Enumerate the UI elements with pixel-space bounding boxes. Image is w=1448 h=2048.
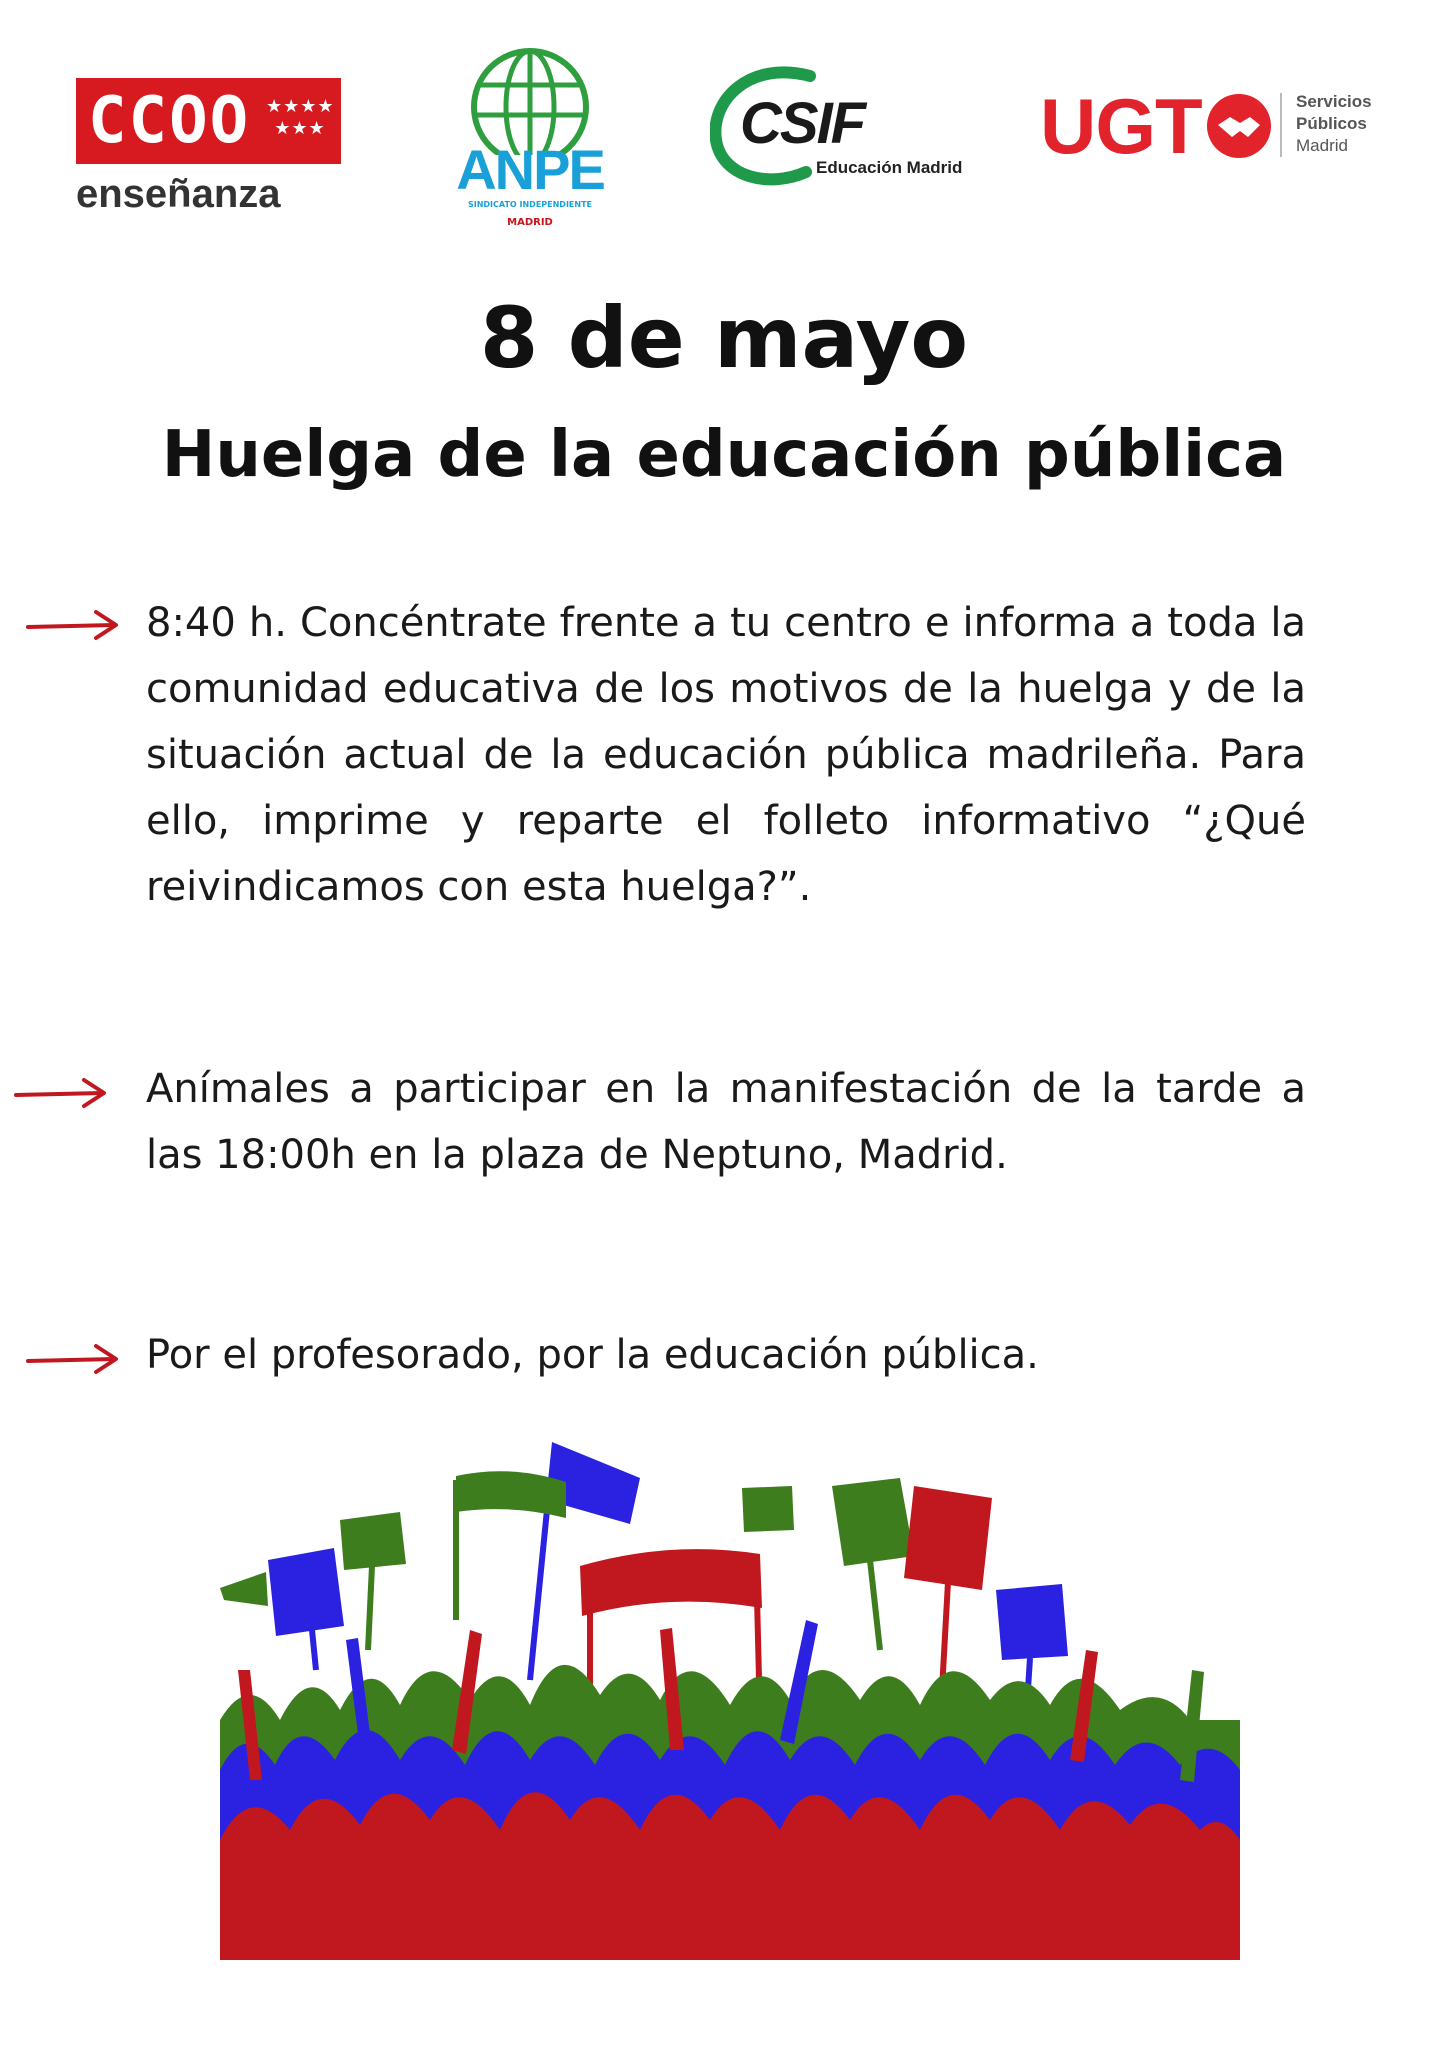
ugt-wordmark: UGT xyxy=(1040,82,1202,170)
csif-logo xyxy=(710,60,980,200)
ugt-line1: Servicios xyxy=(1296,92,1372,111)
csif-subtitle: Educación Madrid xyxy=(816,158,963,177)
arrow-icon xyxy=(26,608,121,642)
handshake-icon xyxy=(1204,91,1274,161)
instruction-morning: 8:40 h. Concéntrate frente a tu centro e informa a toda la comunidad educativa de los motivos de la huelga y de la situación actual de la educación pública madrileña. Para ello, imprime y reparte el folleto informativo “¿Qué reivindicamos con esta huelga?”. xyxy=(146,600,1306,910)
ugt-line2: Públicos xyxy=(1296,114,1367,133)
anpe-logo xyxy=(440,45,620,235)
ccoo-logo xyxy=(76,78,341,223)
ccoo-stars: ★★★★ ★★★ xyxy=(266,96,335,139)
ccoo-wordmark: CCOO xyxy=(88,84,251,158)
ccoo-subtitle: enseñanza xyxy=(76,172,281,216)
ugt-subtitle xyxy=(1296,91,1372,157)
ccoo-red-box xyxy=(76,78,341,164)
protest-crowd-illustration xyxy=(220,1420,1240,1960)
ugt-logo xyxy=(1040,82,1410,175)
arrow-icon xyxy=(14,1076,109,1110)
ugt-line3: Madrid xyxy=(1296,136,1348,155)
csif-wordmark: CSIF xyxy=(740,91,865,156)
strike-heading: Huelga de la educación pública xyxy=(161,418,1287,492)
closing-slogan: Por el profesorado, por la educación pública. xyxy=(146,1332,1039,1378)
logo-bar xyxy=(0,0,1448,260)
ugt-separator xyxy=(1280,93,1282,157)
instruction-demonstration: Anímales a participar en la manifestación de la tarde a las 18:00h en la plaza de Neptuno, Madrid. xyxy=(146,1066,1306,1178)
date-heading: 8 de mayo xyxy=(479,289,969,387)
arrow-icon xyxy=(26,1342,121,1376)
anpe-region: MADRID xyxy=(507,217,553,228)
anpe-wordmark: ANPE xyxy=(456,138,604,201)
anpe-subtitle: SINDICATO INDEPENDIENTE xyxy=(467,200,593,209)
crowd-front-row xyxy=(220,1792,1240,1960)
